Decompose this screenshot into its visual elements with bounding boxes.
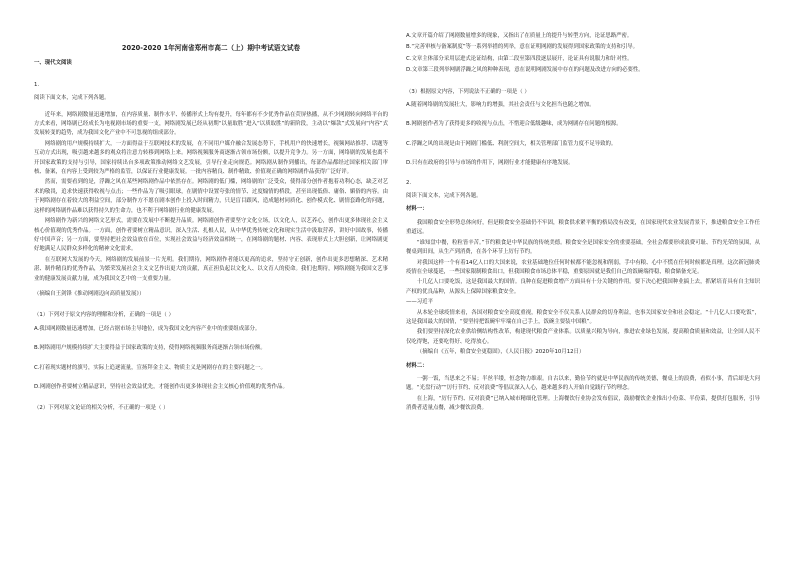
instruction: 阅读下面文本，完成下列各题。 (406, 193, 482, 200)
citation: （摘编自王剑锋《推动网剧迈向高质量发展》） (34, 290, 145, 297)
right-column (406, 32, 760, 562)
passage-paragraph: 网络剧的用户规模持续扩大，一方面得益于互联网技术的发展，在不同用户媒介融合发展态势下，手机用户的快速增长，视频网站推荐、话题等互动方式出现，吸引越来越多的观众将注意力转移到网络上来。网络视频服务商逐渐占领市场份额，以提升竞争力。另一方面，网络剧的发展也离不开国家政策的支持与引导，国家持续出台多项政策推动网络文艺发展，引导行业走向规范。网络剧从制作到播出，每部作品都经过国家相关部门审核、备案，在内容上受到较为严格的监管，以保证行业健康发展。一批内容精良、制作精致、价值观正确的网络剧作品获得广泛好评。 (34, 140, 388, 176)
material-paragraph: 我国粮食安全形势总体向好，但是粮食安全基础仍不牢固，粮食供求紧平衡的格局没有改变，在国家现代农业发展背景下，推进粮食安全工作任重道远。 (406, 219, 760, 236)
left-column (34, 32, 388, 562)
answer-option: A.随着网络剧的发展壮大，影响力的增强，其社会责任与文化担当也随之增加。 (406, 102, 595, 109)
material-paragraph: 我们要坚持深化农业供给侧结构性改革，构建现代粮食产业体系。以质量兴粮为导向，推进农业绿色发展，提高粮食质量和效益，让全国人民不仅吃得饱，还要吃得好、吃得放心。 (406, 329, 760, 345)
answer-option: B.“完善审核与备案制度”等一系列举措的列举，意在证明网剧的发展得到国家政策的支持和引导。 (406, 44, 639, 51)
material-paragraph: “谁知盘中餐，粒粒皆辛苦。”节约粮食是中华民族的传统美德。粮食安全是国家安全的重要基础，全社会都要形成浪费可耻、节约光荣的氛围，从餐桌到田间，从生产到消费，在各个环节上厉行节约。 (406, 239, 760, 256)
material-label: 材料一： (406, 206, 428, 213)
answer-option: D.只有在政府的引导与市场的作用下，网剧行业才能健康有序地发展。 (406, 160, 574, 167)
answer-option: D.网剧创作者要树立精品意识，坚持社会效益优先，才能创作出更多体现社会主义核心价值观的优秀作品。 (34, 383, 288, 390)
author-signature: ——习近平 (406, 299, 433, 306)
passage-paragraph: 然而，需要看到的是，浮躁之风在某些网络剧作品中依然存在。网络剧的低门槛，网络剧的广泛受众，使得部分创作者抱着功利心态，缺乏对艺术的敬畏，追求快速获得收视与点击；一些作品为了吸引眼球，在剧情中设置夸张的情节、过度煽情的桥段，甚至出现低俗、庸俗、媚俗的内容。由于网络剧存在着较大的利益空间，部分制作方不愿在剧本创作上投入时间精力，只是盲目跟风，造成题材同质化、创作模式化、剧情套路化的问题，这样的网络剧作品难以获得持久的生命力，也不利于网络剧行业的健康发展。 (34, 179, 388, 214)
material-label: 材料二： (406, 362, 428, 369)
instruction: 阅读下面文本，完成下列各题。 (34, 95, 110, 102)
passage-paragraph: 近年来，网络剧数量迅速增加，在内容质量、制作水平、传播形式上均有提升，每年都有不少优秀作品在荧屏热播，从不少网剧转向网络平台的方式来看，网络剧已经成长为电视剧市场的重要一支，网络剧发展已经从初期“以量取胜”进入“以质取胜”的新阶段，主动以“爆款”式发展向“内容”式发展转变的趋势，成为我国文化产业中不可忽视的组成部分。 (34, 111, 388, 137)
answer-option: A.我国网剧数量迅速增加，已经占据市场主导地位，成为我国文化内容产业中的重要组成部分。 (34, 325, 261, 332)
answer-option: C.文章主体部分采用层进式论证结构，由第二段至第四段逐层展开，论证具有说服力和针对性。 (406, 55, 633, 62)
question-number: 2. (406, 179, 412, 186)
material-paragraph: 对我国这样一个有着14亿人口的大国来说，农业基础地位任何时候都不能忽视和削弱，手中有粮、心中不慌在任何时候都是真理。这次新冠肺炎疫情在全球蔓延，一些国家限制粮食出口，但我国粮食市场总体平稳，重要原因就是我们自己的饭碗端得稳，粮食储备充足。 (406, 259, 760, 275)
answer-option: B.网络剧用户规模持续扩大主要得益于国家政策的支持，使得网络视频服务商逐渐占领市场份额。 (34, 345, 266, 352)
answer-option: C.浮躁之风的出现是由于网剧门槛低、利润空间大，相关管理部门监管力度不足导致的。 (406, 140, 617, 147)
passage-paragraph: 在互联网大发展的今天，网络剧的发展前景一片光明。我们期待，网络剧作者能以更高的追求，坚持守正创新，创作出更多思想精深、艺术精湛、制作精良的优秀作品，为繁荣发展社会主义文艺作出更大的贡献，真正担负起以文化人、以文育人的使命。我们也期待，网络剧能为我国文艺事业的健康发展贡献力量，成为我国文艺中的一支重要力量。 (34, 256, 388, 282)
answer-option: A.文章开篇介绍了网剧数量增多的现象，又指出了在质量上的提升与转型方向，论证思路严密。 (406, 33, 633, 39)
material-paragraph: 十几亿人口要吃饭，这是我国最大的国情。良种在促进粮食增产方面具有十分关键的作用。要下决心把我国种业搞上去，抓紧培育具有自主知识产权的优良品种，从源头上保障国家粮食安全。 (406, 279, 760, 295)
material-paragraph: 从本轮全球疫情来看，各国对粮食安全高度重视，粮食安全不仅关系人民群众的切身利益，也事关国家安全和社会稳定。“十几亿人口要吃饭”，这是我国最大的国情，“要坚持把饭碗牢牢端在自己手上，饭碗主要装中国粮”。 (406, 309, 760, 325)
answer-option: B.网剧创作者为了获得更多的收视与点击，不惜迎合低级趣味，成为网剧存在问题的根源。 (406, 121, 622, 128)
page-title: 2020-2020 1年河南省郑州市高二（上）期中考试语文试卷 (121, 44, 301, 52)
passage-paragraph: 网络剧作为新兴的网络文艺形式，需要在发展中不断提升品质。网络剧创作者要坚守文化立场，以文化人，以艺养心，创作出更多体现社会主义核心价值观的优秀作品。一方面，创作者要树立精品意识，深入生活、扎根人民，从中华优秀传统文化和现实生活中汲取营养，讲好中国故事，传播好中国声音；另一方面，要坚持把社会效益放在首位，实现社会效益与经济效益相统一，在网络剧的题材、内容、表现形式上大胆创新，让网络剧更好地满足人民群众多样化的精神文化需求。 (34, 218, 388, 253)
question-number: 1. (34, 81, 40, 88)
question-stem: （1）下列对于原文内容的理解和分析，正确的一项是（ ） (34, 312, 174, 319)
section-label: 一、现代文阅读 (34, 60, 72, 67)
question-stem: （3）根据原文内容，下列说法不正确的一项是（ ） (406, 88, 530, 95)
material-paragraph: 在上海，“厉行节约、反对浪费”已纳入城市精细化管理。上海餐饮行业协会发布倡议，鼓励餐饮企业推出小份菜、半份菜，提供打包服务，引导消费者适量点餐，减少餐饮浪费。 (406, 395, 760, 412)
question-stem: （2）下列对原文论证的相关分析，不正确的一项是（ ） (34, 405, 169, 412)
answer-option: D.文章第三段列举网剧浮躁之风的种种表现，意在说明网剧发展中存在的问题及改进方向的必要性。 (406, 67, 644, 74)
answer-option: C.打着现实题材的旗号，实际上追逐流量，宣扬拜金主义、物质主义是网剧存在的主要问题之一。 (34, 364, 266, 371)
material-paragraph: 一粥一饭，当思来之不易；半丝半缕，恒念物力维艰。自古以来，勤俭节约就是中华民族的传统美德，餐桌上的浪费，看似小事，背后却是大问题。“光盘行动”“厉行节约、反对浪费”等倡议深入人心，越来越多的人开始自觉践行节约理念。 (406, 375, 760, 392)
material-citation: （摘编自《五年，粮食安全更稳固》，《人民日报》2020年10月12日） (416, 349, 585, 356)
